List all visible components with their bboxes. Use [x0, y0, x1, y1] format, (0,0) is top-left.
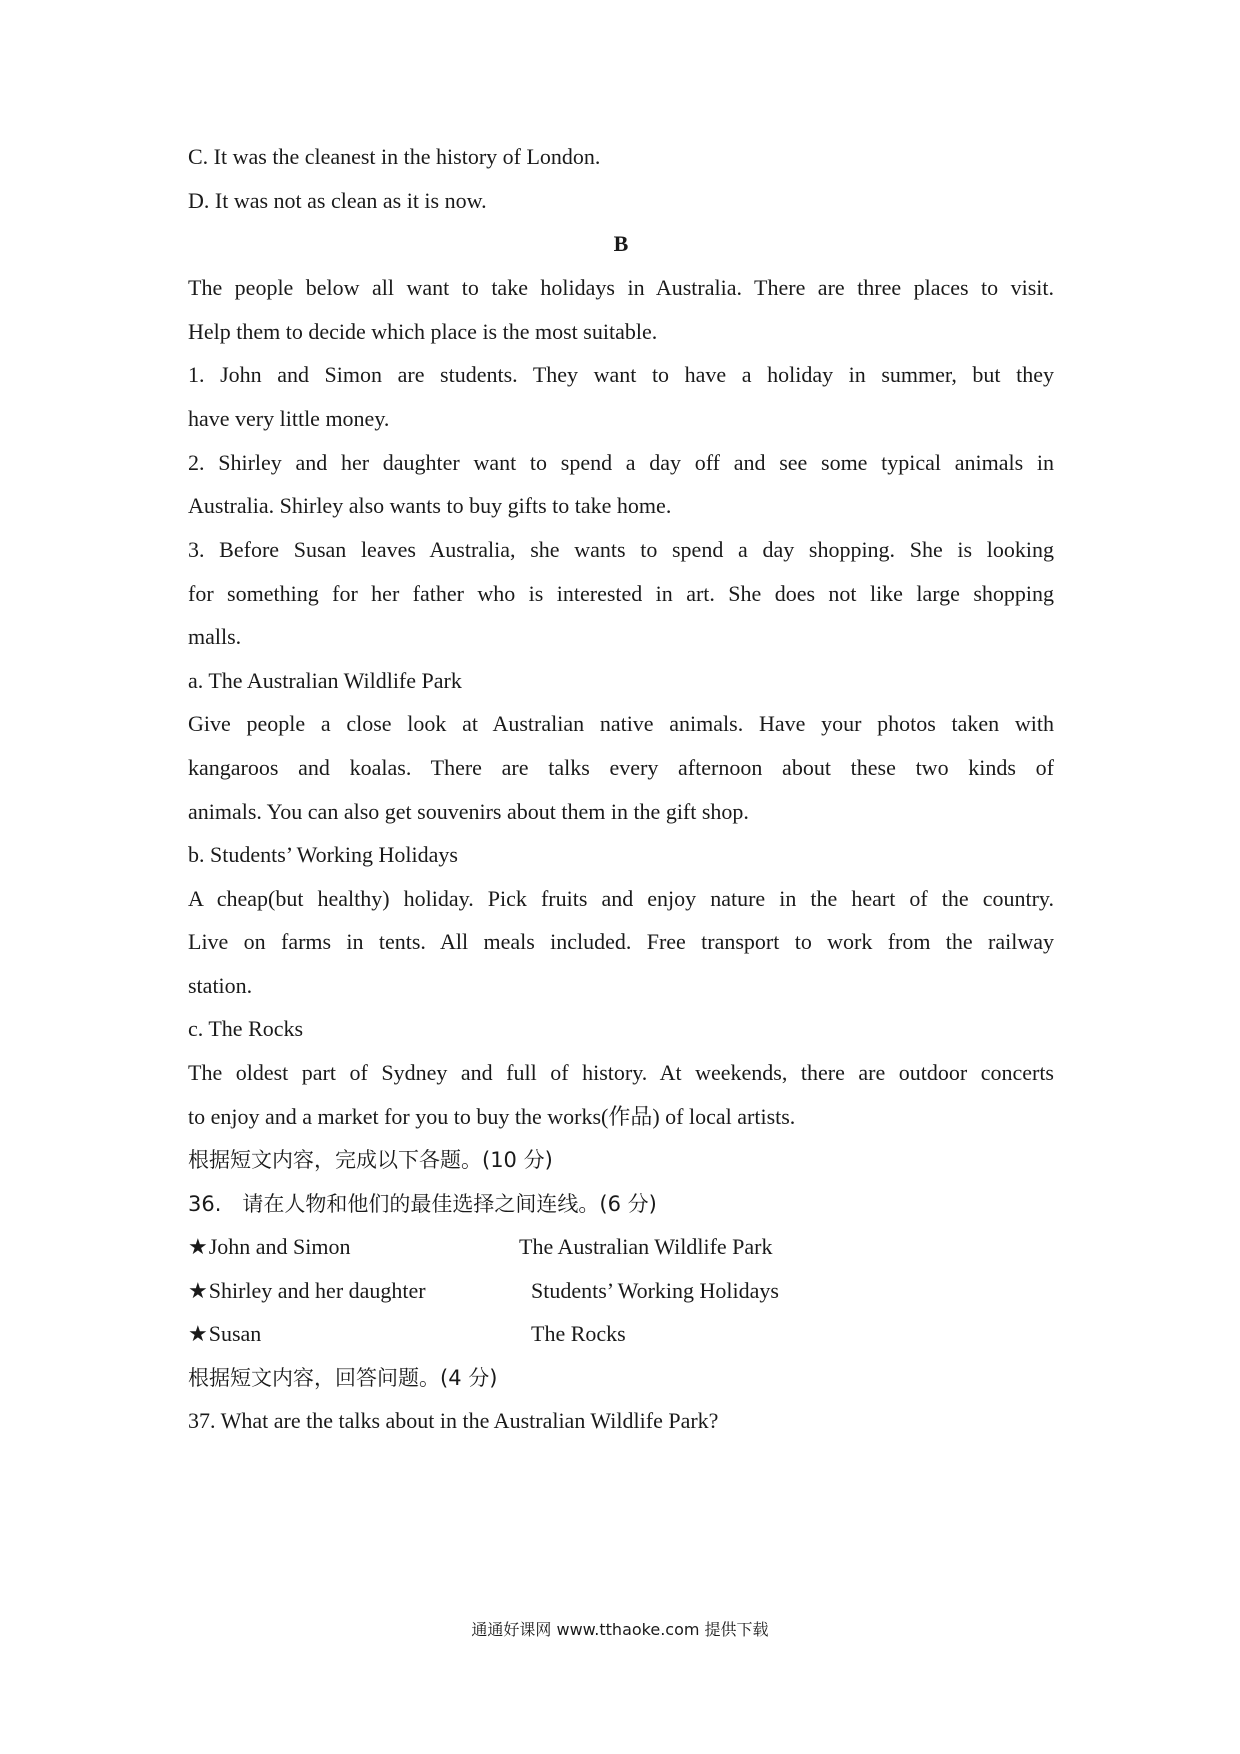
match-person-1	[188, 1232, 351, 1263]
instruction-2: 根据短文内容，回答问题。(4 分)	[188, 1366, 498, 1390]
star-icon: ★	[188, 1235, 208, 1260]
option-c: C. It was the cleanest in the history of London.	[188, 144, 601, 169]
person-3-line-2: for something for her father who is interested in art. She does not like large shopping	[188, 581, 1054, 606]
person-2-line-2: Australia. Shirley also wants to buy gifts to take home.	[188, 493, 672, 518]
intro-line-1: The people below all want to take holidays in Australia. There are three places to visit.	[188, 275, 1054, 300]
match-person-label: John and Simon	[208, 1234, 351, 1259]
instruction-1: 根据短文内容，完成以下各题。(10 分)	[188, 1148, 553, 1172]
person-1-line-2: have very little money.	[188, 406, 390, 431]
match-person-label: Shirley and her daughter	[208, 1278, 426, 1303]
match-place-2: Students’ Working Holidays	[531, 1278, 779, 1303]
place-b-line-3: station.	[188, 973, 253, 998]
match-person-3	[188, 1319, 261, 1350]
place-a-line-2: kangaroos and koalas. There are talks every afternoon about these two kinds of	[188, 755, 1054, 780]
question-37: 37. What are the talks about in the Australian Wildlife Park?	[188, 1408, 719, 1433]
question-36: 36. 请在人物和他们的最佳选择之间连线。(6 分)	[188, 1192, 657, 1216]
star-icon: ★	[188, 1279, 208, 1304]
star-icon: ★	[188, 1322, 208, 1347]
person-2-line-1: 2. Shirley and her daughter want to spend a day off and see some typical animals in	[188, 450, 1054, 475]
match-place-3: The Rocks	[531, 1321, 626, 1346]
person-3-line-3: malls.	[188, 624, 242, 649]
place-b-line-2: Live on farms in tents. All meals included. Free transport to work from the railway	[188, 929, 1054, 954]
match-place-1: The Australian Wildlife Park	[519, 1234, 773, 1259]
page-footer: 通通好课网 www.tthaoke.com 提供下载	[471, 1620, 769, 1639]
section-heading: B	[613, 231, 629, 256]
person-3-line-1: 3. Before Susan leaves Australia, she wants to spend a day shopping. She is looking	[188, 537, 1054, 562]
place-c-title: c. The Rocks	[188, 1016, 304, 1041]
intro-line-2: Help them to decide which place is the most suitable.	[188, 319, 658, 344]
match-person-2	[188, 1276, 426, 1307]
place-b-title: b. Students’ Working Holidays	[188, 842, 458, 867]
place-c-line-1: The oldest part of Sydney and full of history. At weekends, there are outdoor concerts	[188, 1060, 1054, 1085]
place-a-line-3: animals. You can also get souvenirs about them in the gift shop.	[188, 799, 749, 824]
place-b-line-1: A cheap(but healthy) holiday. Pick fruits and enjoy nature in the heart of the country.	[188, 886, 1054, 911]
place-a-title: a. The Australian Wildlife Park	[188, 668, 462, 693]
match-person-label: Susan	[208, 1321, 262, 1346]
place-a-line-1: Give people a close look at Australian native animals. Have your photos taken with	[188, 711, 1054, 736]
option-d: D. It was not as clean as it is now.	[188, 188, 487, 213]
person-1-line-1: 1. John and Simon are students. They want to have a holiday in summer, but they	[188, 362, 1054, 387]
place-c-line-2: to enjoy and a market for you to buy the works(作品) of local artists.	[188, 1104, 796, 1129]
